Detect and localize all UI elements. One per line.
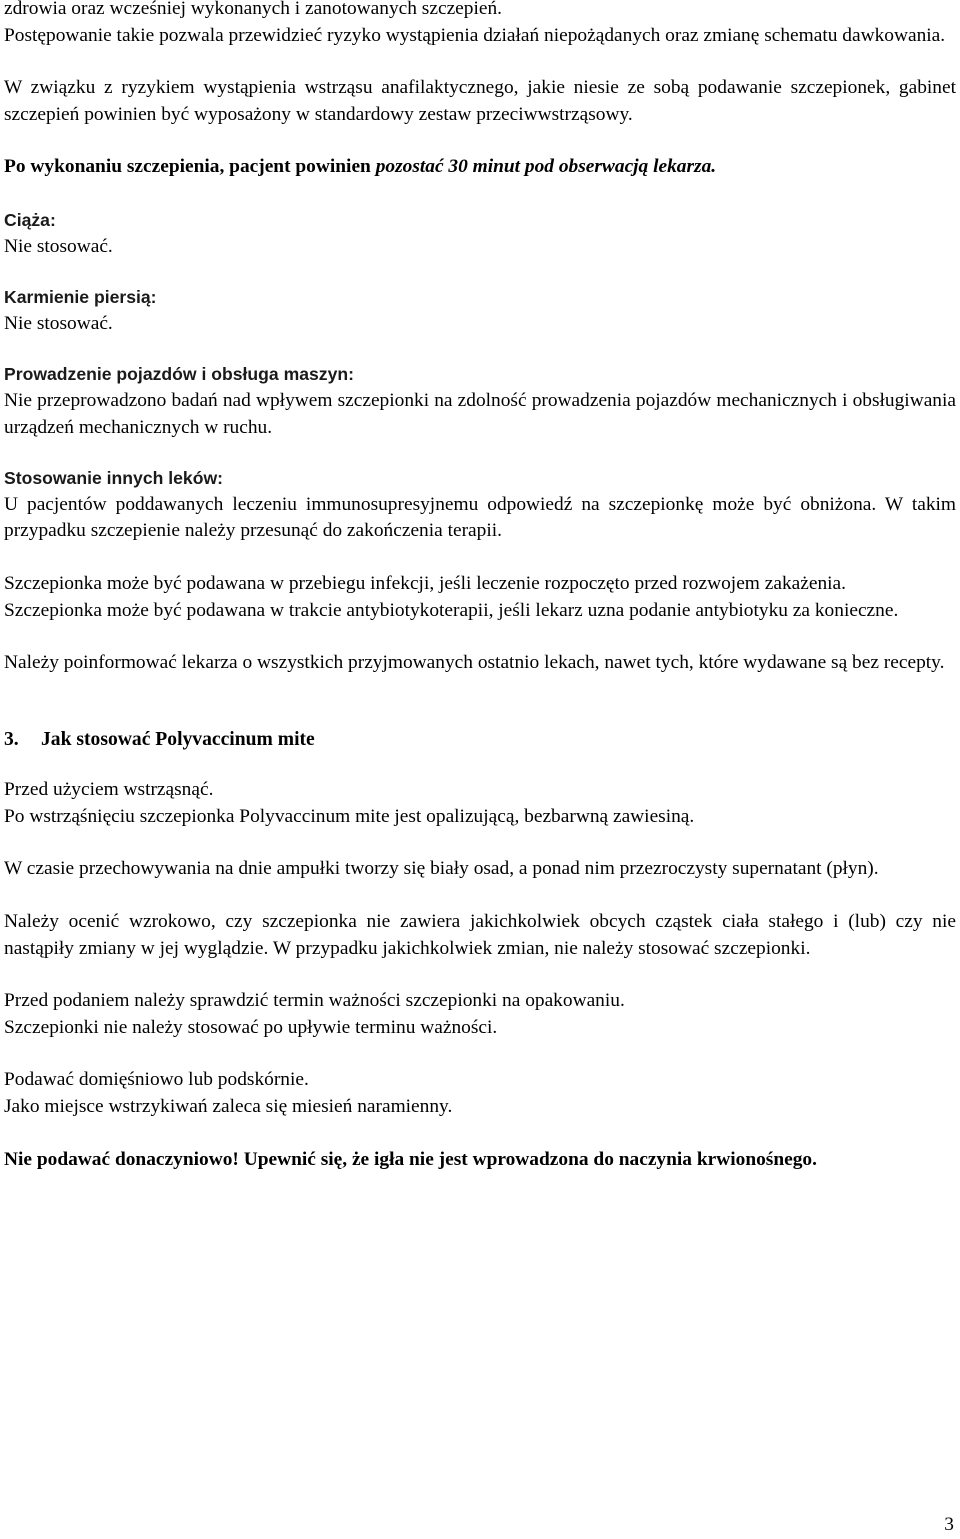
heading-pregnancy: Ciąża: bbox=[4, 209, 56, 230]
text-other-medicines: U pacjentów poddawanych leczeniu immunosupresyjnemu odpowiedź na szczepionkę może być obniżona. W takim przypadku szczepienie należy przesunąć do zakończenia terapii. bbox=[4, 493, 956, 542]
text-check-expiry: Przed podaniem należy sprawdzić termin ważności szczepionki na opakowaniu. bbox=[4, 990, 625, 1012]
heading-other-medicines: Stosowanie innych leków: bbox=[4, 468, 223, 489]
text-do-not-use-expired: Szczepionki nie należy stosować po upływie terminu ważności. bbox=[4, 1016, 498, 1038]
warning-no-intravascular: Nie podawać donaczyniowo! Upewnić się, że igła nie jest wprowadzona do naczynia krwionośnego. bbox=[4, 1148, 817, 1170]
paragraph-storage-sediment: W czasie przechowywania na dnie ampułki tworzy się biały osad, a ponad nim przezroczysty supernatant (płyn). bbox=[4, 858, 879, 880]
section-3-title bbox=[4, 727, 956, 754]
section-3-title-text: Jak stosować Polyvaccinum mite bbox=[41, 728, 315, 750]
heading-breastfeeding: Karmienie piersią: bbox=[4, 287, 157, 308]
paragraph-visual-inspection: Należy ocenić wzrokowo, czy szczepionka nie zawiera jakichkolwiek obcych cząstek ciała stałego i (lub) czy nie nastąpiły zmiany w jej wyglądzie. W przypadku jakichkolwiek zmian, nie należy stosować szczepionki. bbox=[4, 911, 956, 959]
text-injection-site: Jako miejsce wstrzykiwań zaleca się miesień naramienny. bbox=[4, 1096, 453, 1118]
text-suspension-description: Po wstrząśnięciu szczepionka Polyvaccinum mite jest opalizującą, bezbarwną zawiesiną. bbox=[4, 805, 695, 827]
observation-bold-text: Po wykonaniu szczepienia, pacjent powinien bbox=[4, 156, 376, 178]
section-3-number: 3. bbox=[4, 728, 19, 750]
paragraph-observation bbox=[4, 154, 956, 181]
text-administration-route: Podawać domięśniowo lub podskórnie. bbox=[4, 1069, 309, 1091]
paragraph-medical-history-end: zdrowia oraz wcześniej wykonanych i zanotowanych szczepień. bbox=[4, 0, 503, 19]
paragraph-schedule-change: Postępowanie takie pozwala przewidzieć ryzyko wystąpienia działań niepożądanych oraz zmianę schematu dawkowania. bbox=[4, 24, 946, 46]
document-page bbox=[4, 0, 956, 1173]
paragraph-anaphylaxis: W związku z ryzykiem wystąpienia wstrząsu anafilaktycznego, jakie niesie ze sobą podawanie szczepionek, gabinet szczepień powinien być wyposażony w standardowy zestaw przeciwwstrząsowy. bbox=[4, 77, 956, 125]
paragraph-inform-doctor: Należy poinformować lekarza o wszystkich przyjmowanych ostatnio lekach, nawet tych, które wydawane są bez recepty. bbox=[4, 652, 945, 674]
paragraph-antibiotic: Szczepionka może być podawana w trakcie antybiotykoterapii, jeśli lekarz uzna podanie antybiotyku za konieczne. bbox=[4, 599, 899, 621]
paragraph-infection: Szczepionka może być podawana w przebiegu infekcji, jeśli leczenie rozpoczęto przed rozwojem zakażenia. bbox=[4, 572, 846, 594]
text-driving: Nie przeprowadzono badań nad wpływem szczepionki na zdolność prowadzenia pojazdów mechanicznych i obsługiwania urządzeń mechanicznych w ruchu. bbox=[4, 389, 956, 438]
text-shake-before-use: Przed użyciem wstrząsnąć. bbox=[4, 779, 214, 801]
heading-driving: Prowadzenie pojazdów i obsługa maszyn: bbox=[4, 364, 354, 385]
page-number: 3 bbox=[944, 1514, 954, 1535]
observation-bolditalic-text: pozostać 30 minut pod obserwacją lekarza. bbox=[375, 156, 717, 178]
text-pregnancy: Nie stosować. bbox=[4, 235, 113, 257]
text-breastfeeding: Nie stosować. bbox=[4, 312, 113, 334]
